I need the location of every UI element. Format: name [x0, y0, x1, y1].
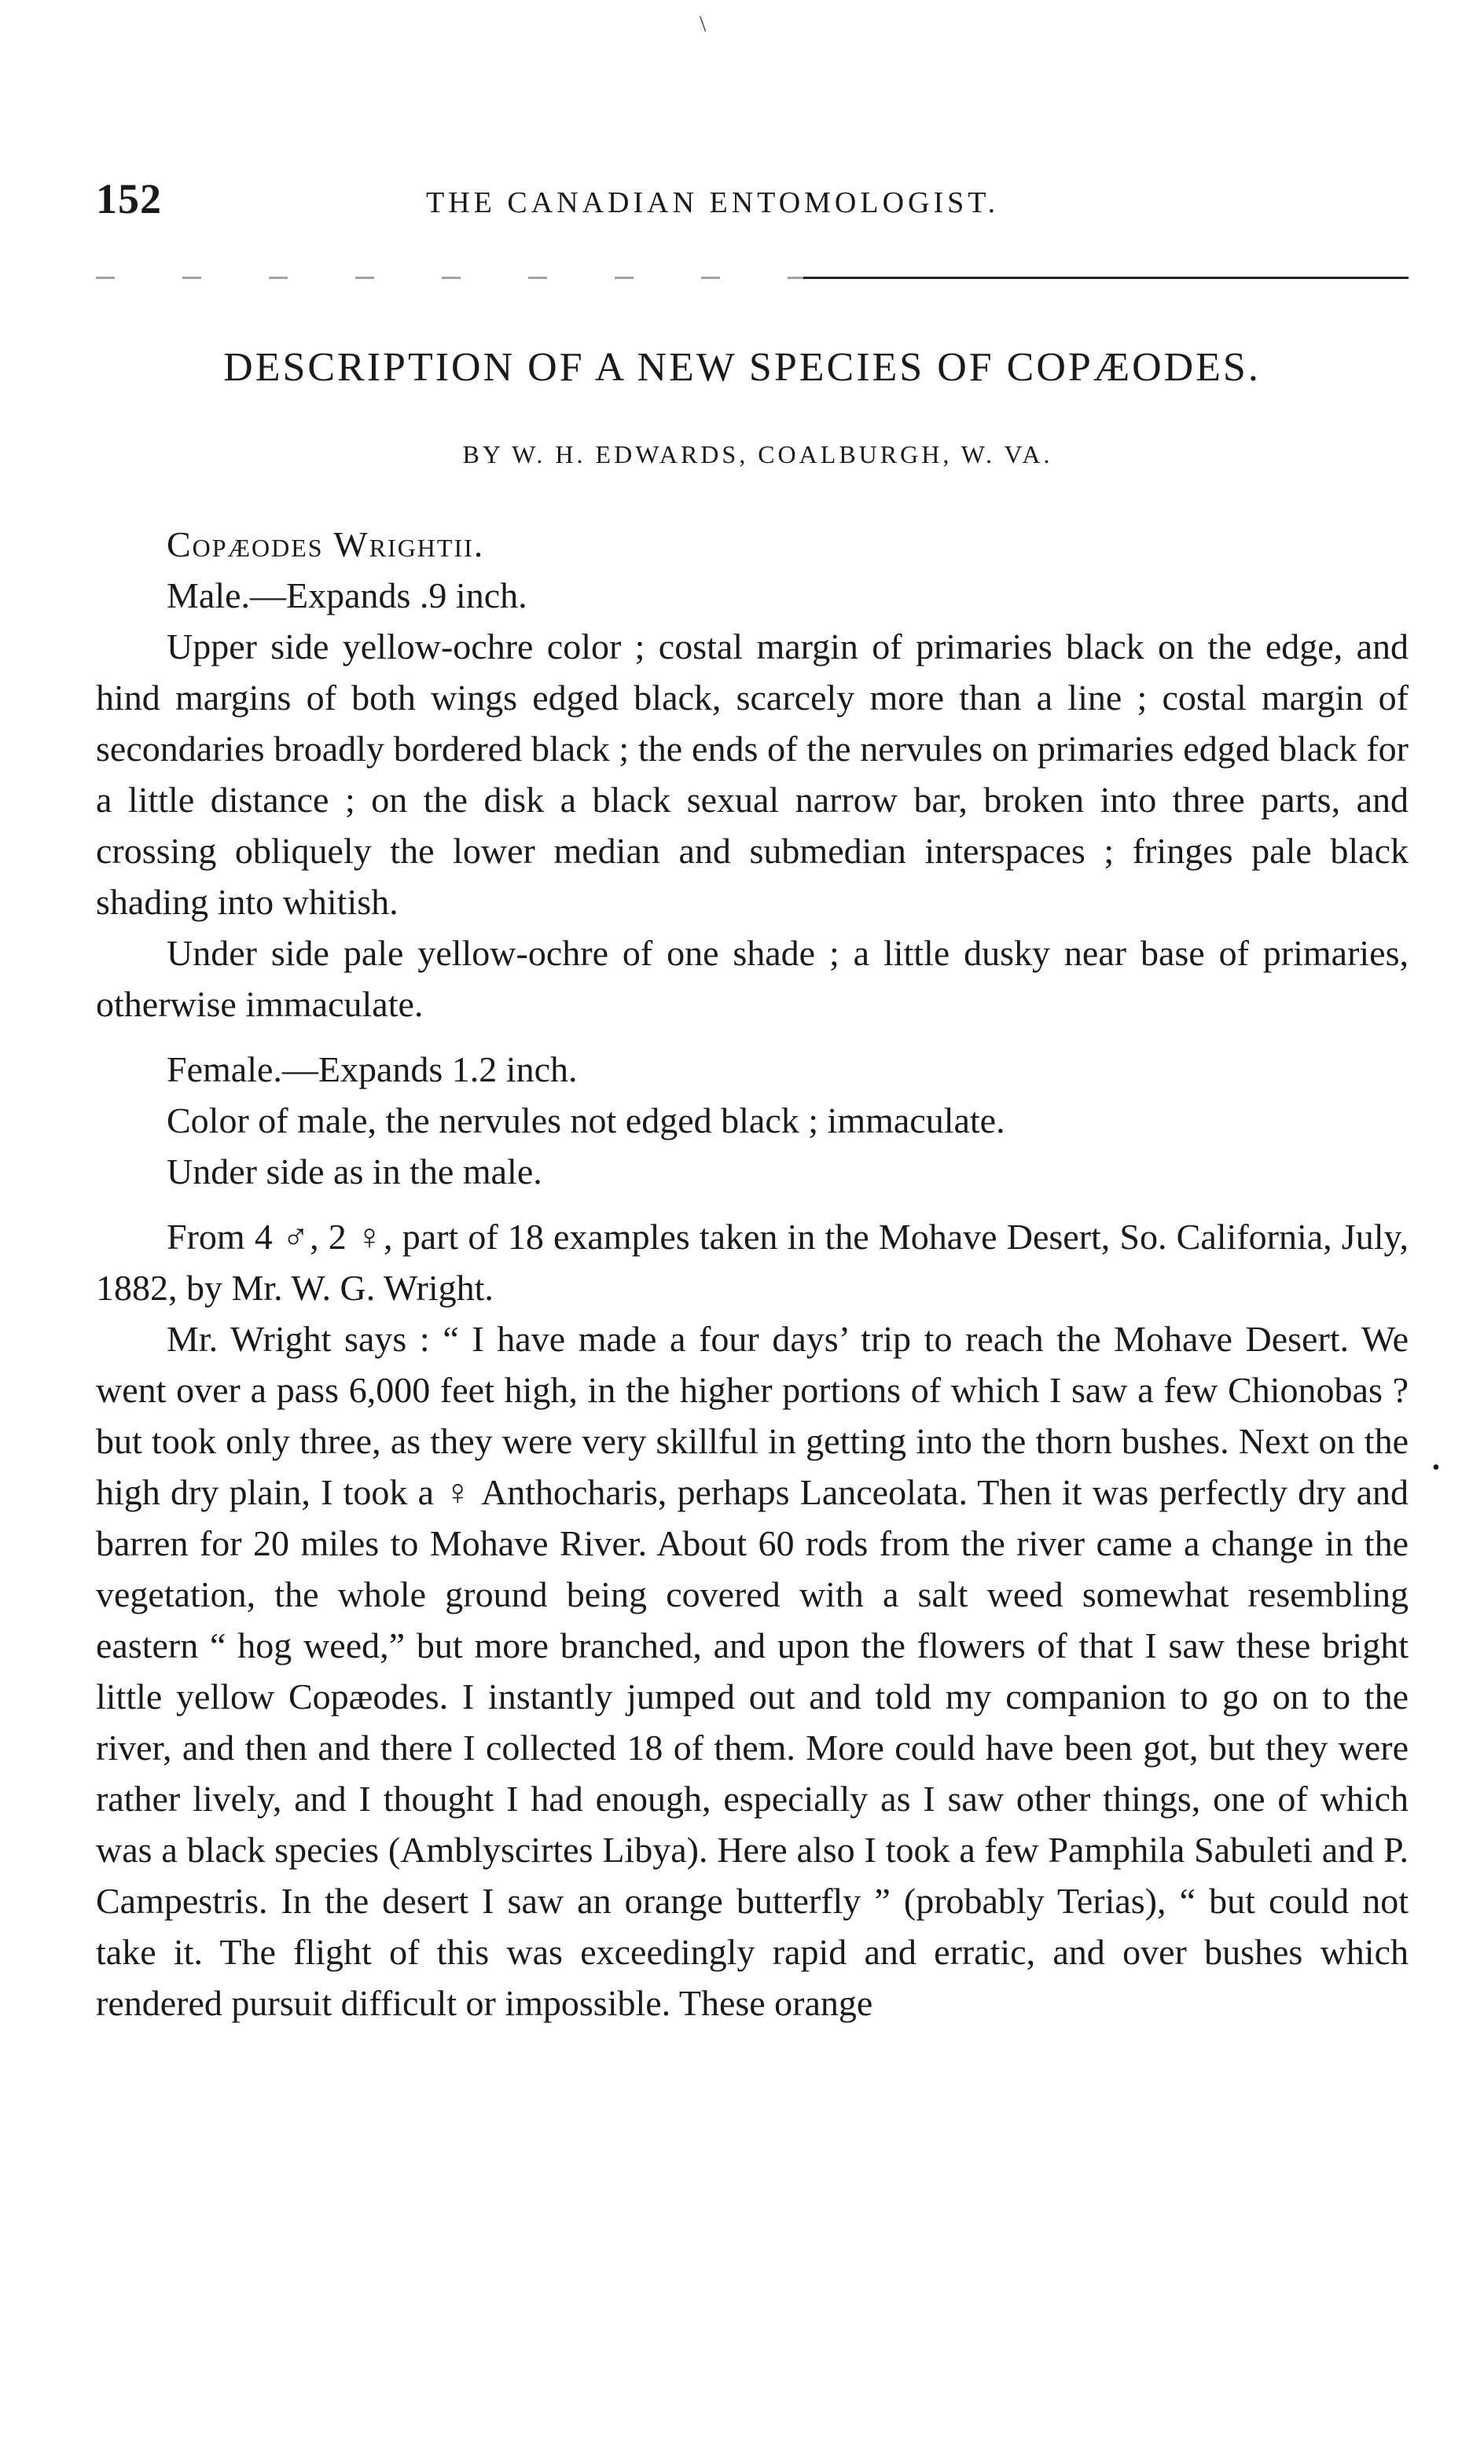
paragraph: Male.—Expands .9 inch.	[167, 575, 527, 615]
page-header	[96, 174, 1409, 230]
paragraph: Copæodes Wrightii.	[167, 524, 485, 564]
paragraph: Under side pale yellow-ochre of one shade ; a little dusky near base of primaries, otherwise immaculate.	[96, 933, 1409, 1024]
scan-mark: \	[700, 11, 707, 37]
article-body	[96, 519, 1409, 2029]
header-rule-dashes	[96, 277, 803, 279]
running-head: THE CANADIAN ENTOMOLOGIST.	[426, 186, 1000, 219]
paragraph: Female.—Expands 1.2 inch.	[167, 1049, 578, 1089]
paragraph: Color of male, the nervules not edged black ; immaculate.	[167, 1100, 1005, 1140]
article-title: DESCRIPTION OF A NEW SPECIES OF COPÆODES.	[223, 345, 1261, 390]
header-rule	[96, 277, 1409, 281]
article-byline: BY W. H. EDWARDS, COALBURGH, W. VA.	[462, 440, 1053, 468]
paragraph: Upper side yellow-ochre color ; costal margin of primaries black on the edge, and hind margins of both wings edged black, scarcely more than a line ; costal margin of secondaries broadly bordered black ; the ends of the nervules on primaries edged black for a little distance ; on the disk a black sexual narrow bar, broken into three parts, and crossing obliquely the lower median and submedian interspaces ; fringes pale black shading into whitish.	[96, 626, 1409, 922]
paragraph: Under side as in the male.	[167, 1151, 542, 1192]
margin-mark: •	[1432, 1456, 1440, 1480]
paragraph: Mr. Wright says : “ I have made a four days’ trip to reach the Mohave Desert. We went over a pass 6,000 feet high, in the higher portions of which I saw a few Chionobas ? but took only three, as they were very skillful in getting into the thorn bushes. Next on the high dry plain, I took a ♀ Anthocharis, perhaps Lanceolata. Then it was perfectly dry and barren for 20 miles to Mohave River. About 60 rods from the river came a change in the vegetation, the whole ground being covered with a salt weed somewhat resembling eastern “ hog weed,” but more branched, and upon the flowers of that I saw these bright little yellow Copæodes. I instantly jumped out and told my companion to go on to the river, and then and there I collected 18 of them. More could have been got, but they were rather lively, and I thought I had enough, especially as I saw other things, one of which was a black species (Amblyscirtes Libya). Here also I took a few Pamphila Sabuleti and P. Campestris. In the desert I saw an orange butterfly ” (probably Terias), “ but could not take it. The flight of this was exceedingly rapid and erratic, and over bushes which rendered pursuit difficult or impossible. These orange	[96, 1319, 1409, 2023]
header-rule-solid	[803, 277, 1409, 279]
page-number: 152	[96, 175, 162, 222]
paragraph: From 4 ♂, 2 ♀, part of 18 examples taken in the Mohave Desert, So. California, July, 1882, by Mr. W. G. Wright.	[96, 1217, 1409, 1308]
